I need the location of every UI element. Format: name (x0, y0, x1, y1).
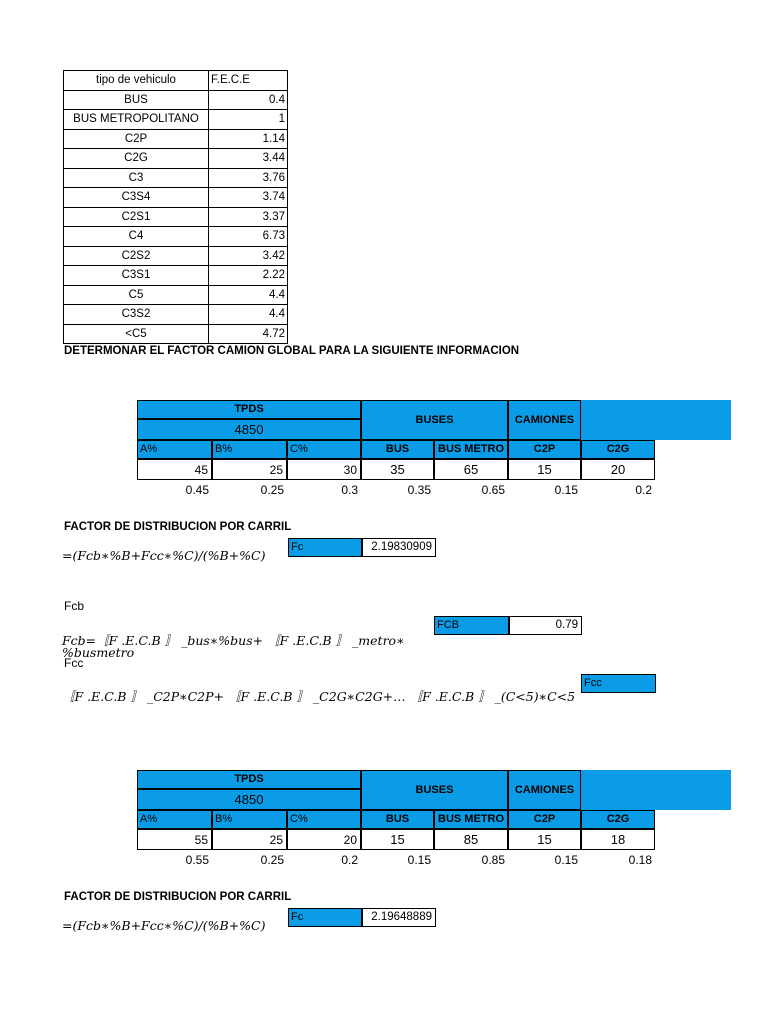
col-a-header: A% (137, 810, 212, 829)
value-b: 25 (212, 459, 287, 480)
vehicle-type-cell: C4 (64, 227, 209, 247)
table-row (64, 207, 288, 227)
camiones-header: CAMIONES (508, 400, 581, 440)
section-title: FACTOR DE DISTRIBUCION POR CARRIL (64, 521, 292, 533)
frac-a: 0.55 (185, 853, 209, 867)
buses-header: BUSES (361, 770, 508, 810)
vehicle-type-cell: <C5 (64, 324, 209, 344)
frac-busmetro: 0.85 (481, 853, 505, 867)
value-c2p: 15 (508, 459, 581, 480)
tpds-header: TPDS (137, 770, 361, 789)
vehicle-type-cell: C2G (64, 149, 209, 169)
frac-c: 0.3 (341, 483, 358, 497)
col-c-header: C% (287, 810, 361, 829)
col-busmetro-header: BUS METRO (434, 810, 508, 829)
buses-header: BUSES (361, 400, 508, 440)
table-row (64, 90, 288, 110)
table-row (64, 110, 288, 130)
vehicle-factor-table (63, 70, 288, 344)
col-c2g-header: C2G (581, 810, 655, 829)
value-c: 30 (287, 459, 361, 480)
fc-label: Fc (288, 538, 362, 557)
col-bus-header: BUS (361, 810, 434, 829)
fece-value-cell: 4.72 (209, 324, 288, 344)
frac-c2g: 0.18 (628, 853, 652, 867)
value-a: 45 (137, 459, 212, 480)
vehicle-type-cell: C3S2 (64, 305, 209, 325)
table-row (64, 227, 288, 247)
col-a-header: A% (137, 440, 212, 459)
table-row (64, 305, 288, 325)
value-busmetro: 65 (434, 459, 508, 480)
tpds-value: 4850 (137, 789, 361, 810)
fc-value: 2.19830909 (362, 538, 436, 557)
blue-filler (581, 400, 731, 440)
fc-label: Fc (288, 908, 362, 927)
value-b: 25 (212, 829, 287, 850)
value-c2g: 18 (581, 829, 655, 850)
table-row (64, 168, 288, 188)
fcc-title: Fcc (64, 656, 84, 670)
frac-c2p: 0.15 (554, 483, 578, 497)
table-row (64, 149, 288, 169)
value-busmetro: 85 (434, 829, 508, 850)
value-c2g: 20 (581, 459, 655, 480)
fc-value: 2.19648889 (362, 908, 436, 927)
fcb-formula-line2: %busmetro (62, 645, 135, 660)
frac-b: 0.25 (260, 853, 284, 867)
col-c2p-header: C2P (508, 810, 581, 829)
col-busmetro-header: BUS METRO (434, 440, 508, 459)
vehicle-type-cell: C2S2 (64, 246, 209, 266)
table-row (64, 324, 288, 344)
table-row (64, 266, 288, 286)
section-title: FACTOR DE DISTRIBUCION POR CARRIL (64, 891, 292, 903)
col-b-header: B% (212, 440, 287, 459)
fcb-formula-line1: Fcb=〚F .E.C.B 〛 _bus∗%bus+ 〚F .E.C.B 〛 _metro∗ (62, 633, 405, 648)
frac-a: 0.45 (185, 483, 209, 497)
fece-value-cell: 1 (209, 110, 288, 130)
table-row (64, 188, 288, 208)
value-bus: 15 (361, 829, 434, 850)
table-row (64, 246, 288, 266)
vehicle-type-cell: C2S1 (64, 207, 209, 227)
fece-value-cell: 4.4 (209, 305, 288, 325)
fc-formula: =(Fcb∗%B+Fcc∗%C)/(%B+%C) (62, 918, 266, 933)
camiones-header: CAMIONES (508, 770, 581, 810)
vehicle-type-cell: C5 (64, 285, 209, 305)
fece-value-cell: 3.37 (209, 207, 288, 227)
blue-filler (581, 770, 731, 810)
table-row (64, 285, 288, 305)
frac-c: 0.2 (341, 853, 358, 867)
frac-busmetro: 0.65 (481, 483, 505, 497)
fece-value-cell: 0.4 (209, 90, 288, 110)
fcb-label: FCB (434, 616, 509, 635)
frac-b: 0.25 (260, 483, 284, 497)
table-row (64, 129, 288, 149)
vehicle-type-cell: C3S1 (64, 266, 209, 286)
fcb-value: 0.79 (509, 616, 582, 635)
col-c2p-header: C2P (508, 440, 581, 459)
fece-value-cell: 2.22 (209, 266, 288, 286)
vehicle-type-cell: C2P (64, 129, 209, 149)
fece-value-cell: 4.4 (209, 285, 288, 305)
col-c2g-header: C2G (581, 440, 655, 459)
header-vehicle-type: tipo de vehiculo (64, 71, 209, 91)
vehicle-type-cell: C3 (64, 168, 209, 188)
fece-value-cell: 3.74 (209, 188, 288, 208)
frac-c2g: 0.2 (635, 483, 652, 497)
value-c: 20 (287, 829, 361, 850)
fece-value-cell: 3.76 (209, 168, 288, 188)
vehicle-type-cell: BUS METROPOLITANO (64, 110, 209, 130)
fece-value-cell: 6.73 (209, 227, 288, 247)
tpds-value: 4850 (137, 419, 361, 440)
frac-c2p: 0.15 (554, 853, 578, 867)
table-header-row (64, 71, 288, 91)
frac-bus: 0.35 (407, 483, 431, 497)
vehicle-type-cell: C3S4 (64, 188, 209, 208)
vehicle-type-cell: BUS (64, 90, 209, 110)
fece-value-cell: 1.14 (209, 129, 288, 149)
instruction-text: DETERMONAR EL FACTOR CAMION GLOBAL PARA LA SIGUIENTE INFORMACION (64, 345, 520, 357)
fc-formula: =(Fcb∗%B+Fcc∗%C)/(%B+%C) (62, 548, 266, 563)
fece-value-cell: 3.42 (209, 246, 288, 266)
value-a: 55 (137, 829, 212, 850)
col-c-header: C% (287, 440, 361, 459)
col-bus-header: BUS (361, 440, 434, 459)
tpds-header: TPDS (137, 400, 361, 419)
fcb-title: Fcb (64, 599, 85, 613)
col-b-header: B% (212, 810, 287, 829)
fcc-label: Fcc (581, 674, 656, 693)
frac-bus: 0.15 (407, 853, 431, 867)
header-fece: F.E.C.E (209, 71, 288, 91)
value-c2p: 15 (508, 829, 581, 850)
value-bus: 35 (361, 459, 434, 480)
fece-value-cell: 3.44 (209, 149, 288, 169)
fcc-formula: 〚F .E.C.B 〛 _C2P∗C2P+ 〚F .E.C.B 〛 _C2G∗C2G+… 〚F .E.C.B 〛 _(C<5)∗C<5 (62, 689, 576, 704)
